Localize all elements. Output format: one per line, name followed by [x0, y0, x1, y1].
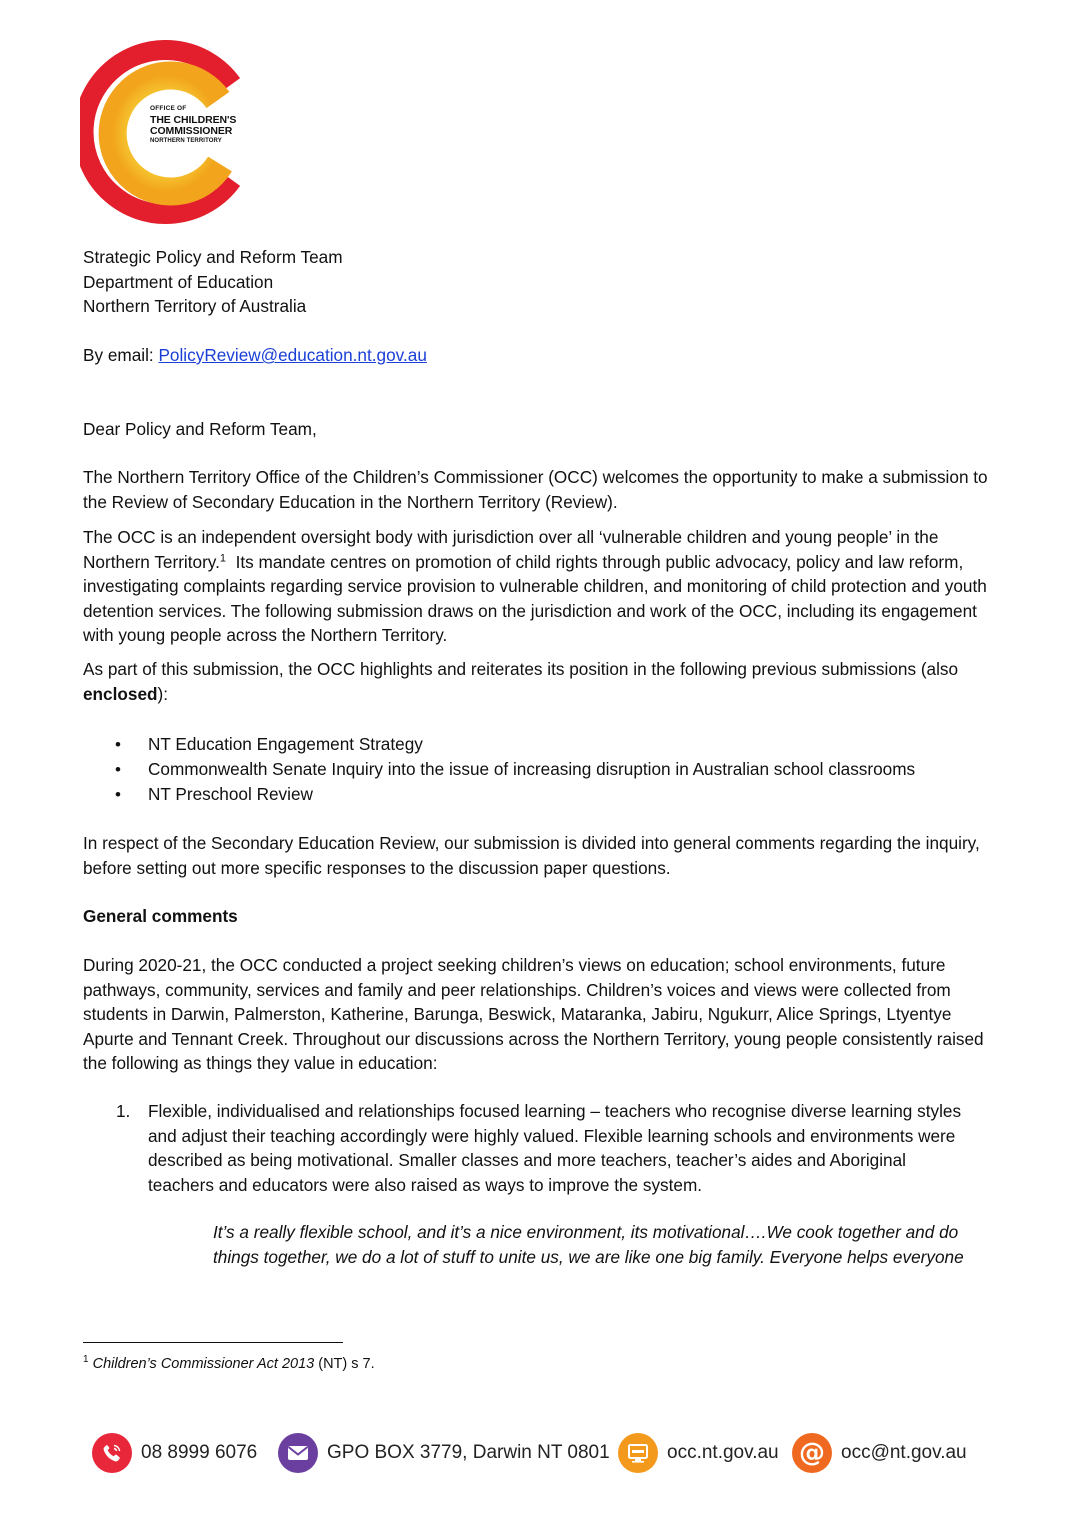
logo-text — [150, 106, 270, 144]
logo-line-2: THE CHILDREN'S — [150, 113, 237, 126]
occ-logo — [80, 40, 260, 225]
student-quote: It’s a really flexible school, and it’s a nice environment, its motivational….We cook together and do things together, we do a lot of stuff to unite us, we are like one big family. Everyone helps everyone — [213, 1222, 964, 1267]
footer-mail[interactable] — [278, 1430, 610, 1476]
paragraph-intro: The Northern Territory Office of the Children’s Commissioner (OCC) welcomes the opportunity to make a submission to the Review of Secondary Education in the Northern Territory (Review). — [83, 467, 988, 512]
recipient-address — [83, 245, 988, 319]
paragraph-occ-role — [83, 525, 992, 648]
salutation: Dear Policy and Reform Team, — [83, 419, 317, 439]
footer-email[interactable] — [792, 1430, 967, 1476]
paragraph-structure: In respect of the Secondary Education Review, our submission is divided into general comments regarding the inquiry, before setting out more specific responses to the discussion paper questions. — [83, 833, 980, 878]
logo-line-4: NORTHERN TERRITORY — [150, 137, 222, 144]
footer-email-text: occ@nt.gov.au — [841, 1442, 967, 1463]
p3-text-b: ): — [157, 683, 169, 704]
footer-phone-text: 08 8999 6076 — [141, 1442, 258, 1463]
bullet-icon: • — [115, 760, 121, 779]
logo-line-3: COMMISSIONER — [150, 124, 233, 137]
item-number: 1. — [116, 1101, 131, 1121]
numbered-item — [116, 1099, 976, 1197]
logo-line-1: OFFICE OF — [150, 105, 187, 112]
email-link[interactable]: PolicyReview@education.nt.gov.au — [158, 345, 427, 365]
contact-footer — [92, 1430, 992, 1476]
web-icon — [618, 1433, 658, 1473]
list-item-text: Commonwealth Senate Inquiry into the issue of increasing disruption in Australian school classrooms — [148, 759, 916, 779]
at-icon: @ — [792, 1433, 832, 1473]
footnote-rest: (NT) s 7. — [314, 1356, 375, 1372]
list-item-text: NT Education Engagement Strategy — [148, 734, 423, 754]
email-prefix: By email: — [83, 345, 159, 365]
bullet-icon: • — [115, 735, 121, 754]
footnote — [83, 1354, 375, 1374]
footnote-divider — [83, 1342, 343, 1343]
envelope-icon — [278, 1433, 318, 1473]
address-line-1: Strategic Policy and Reform Team — [83, 247, 343, 267]
paragraph-occ-role-a: The OCC is an independent oversight body with jurisdiction over all ‘vulnerable children and young people’ in the Northern Territory. — [83, 527, 939, 572]
paragraph-project: During 2020-21, the OCC conducted a project seeking children’s views on education; school environments, future pathways, community, services and family and peer relationships. Children’s voices and views were collected from students in Darwin, Palmerston, Katherine, Barunga, Beswick, Mataranka, Jabiru, Ngukurr, Alice Springs, Ltyentye Apurte and Tennant Creek. Throughout our discussions across the Northern Territory, young people consistently raised the following as things they value in education: — [83, 955, 984, 1073]
footer-web-text: occ.nt.gov.au — [667, 1442, 779, 1463]
footnote-act-title: Children’s Commissioner Act 2013 — [92, 1356, 315, 1372]
list-item — [110, 732, 915, 757]
footer-mail-text: GPO BOX 3779, Darwin NT 0801 — [327, 1442, 610, 1463]
email-line — [83, 343, 988, 368]
submission-list — [110, 732, 915, 807]
section-heading: General comments — [83, 906, 238, 926]
bullet-icon: • — [115, 785, 121, 804]
address-line-2: Department of Education — [83, 271, 274, 292]
p3-text-a: As part of this submission, the OCC highlights and reiterates its position in the following previous submissions (also — [83, 659, 959, 679]
phone-icon — [92, 1433, 132, 1473]
footer-phone[interactable] — [92, 1430, 257, 1476]
footer-web[interactable] — [618, 1430, 779, 1476]
paragraph-previous-submissions — [83, 657, 988, 706]
list-item — [110, 782, 915, 807]
footnote-number: 1 — [83, 1354, 89, 1366]
list-item — [110, 757, 915, 782]
p3-bold: enclosed — [83, 683, 158, 704]
address-line-3: Northern Territory of Australia — [83, 296, 307, 316]
list-item-text: NT Preschool Review — [148, 784, 313, 804]
item-text: Flexible, individualised and relationships focused learning – teachers who recognise diverse learning styles and adjust their teaching accordingly were highly valued. Flexible learning schools and environments were described as being motivational. Smaller classes and more teachers, teacher’s aides and Aboriginal teachers and educators were also raised as ways to improve the system. — [148, 1101, 962, 1195]
footnote-ref[interactable]: 1 — [219, 551, 227, 564]
paragraph-occ-role-b: Its mandate centres on promotion of child rights through public advocacy, policy and law reform, investigating complaints regarding service provision to vulnerable children, and monitoring of child protection and youth detention services. The following submission draws on the jurisdiction and work of the OCC, including its engagement with young people across the Northern Territory. — [83, 551, 992, 645]
